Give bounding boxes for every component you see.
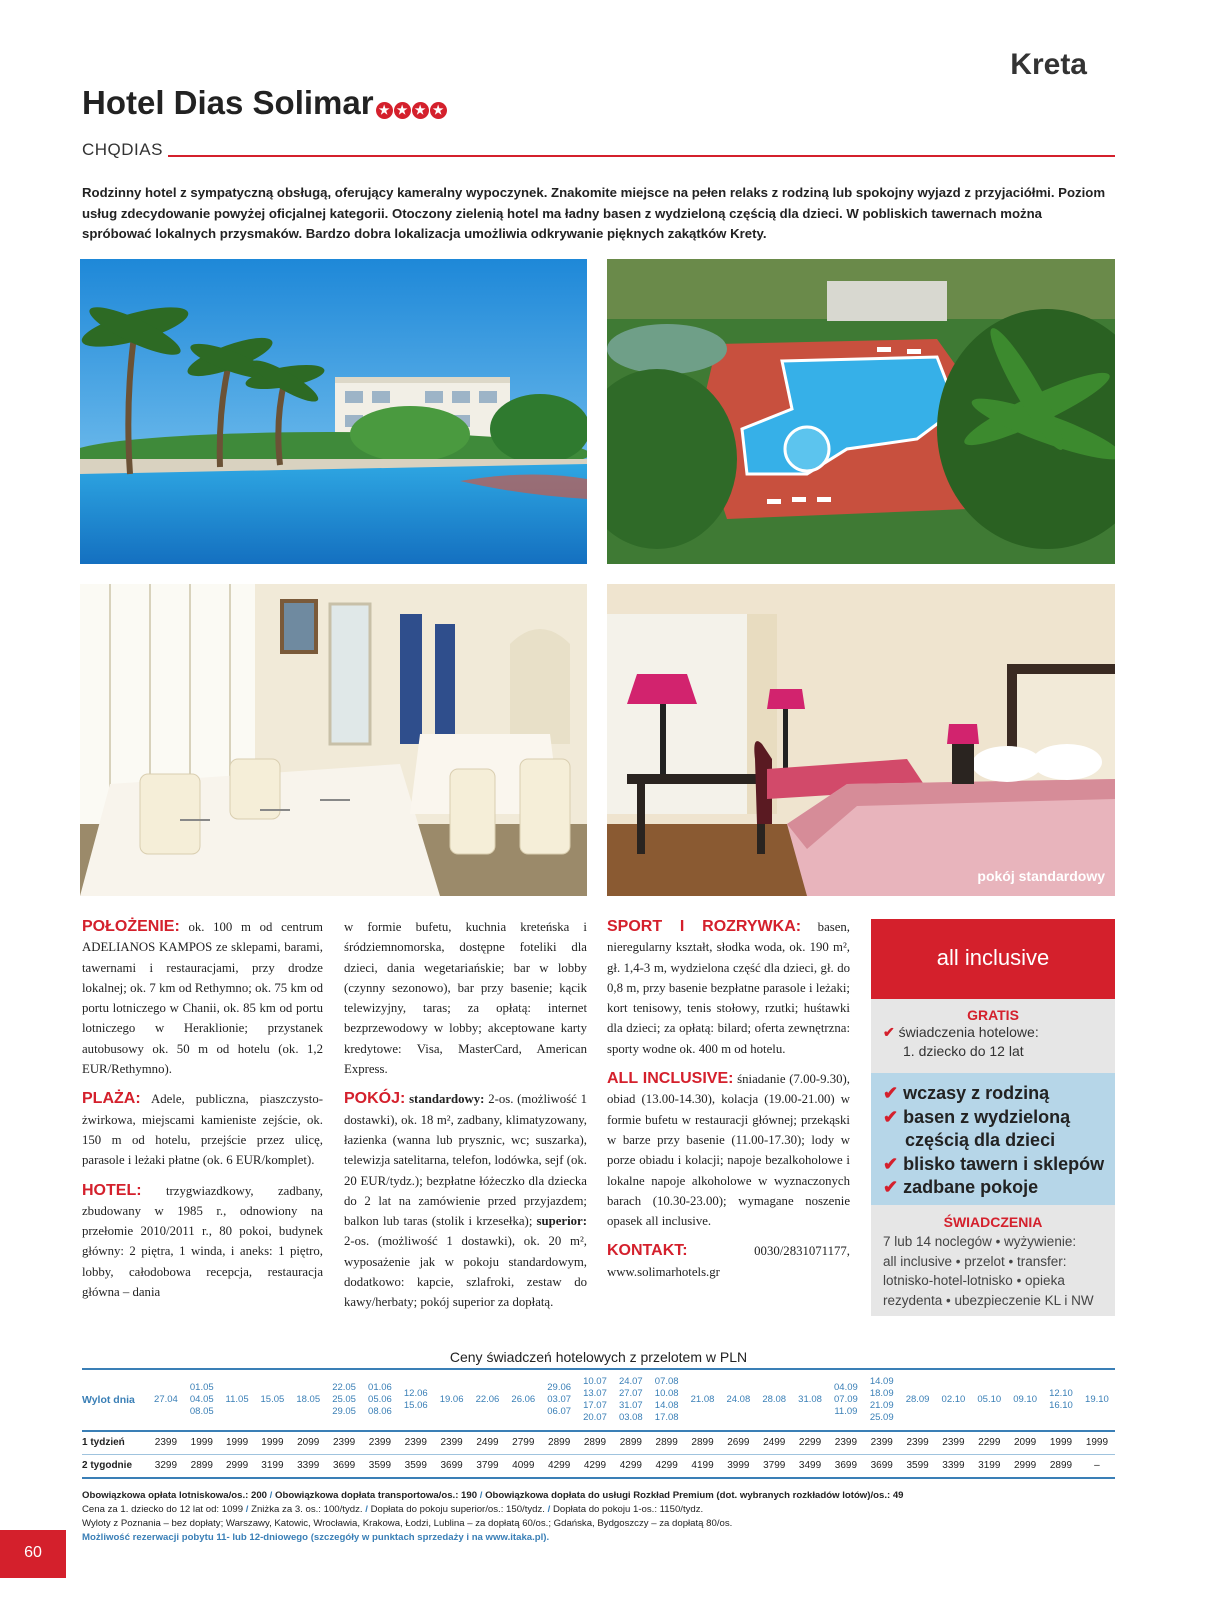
price-2-weeks: 3399 bbox=[936, 1455, 972, 1479]
note-superior-supplement: Dopłata do pokoju superior/os.: 150/tydz. bbox=[370, 1504, 545, 1515]
price-1-week: 2399 bbox=[900, 1431, 936, 1455]
departure-date: 18.05 bbox=[296, 1394, 321, 1405]
price-notes: Obowiązkowa opłata lotniskowa/os.: 200 / Obowiązkowa dopłata transportowa/os.: 190 / Obowiązkowa dopłata do usługi Rozkład Premium (dot. wybranych rozkładów lotów)/os.: 49 Cena za 1. dziecko do 12 lat od: 1099 / Zniżka za 3. os.: 100/tydz. / Dopłata do pokoju superior/os.: 150/tydz. / Dopłata do pokoju 1-os.: 1150/tydz. Wyloty z Poznania – bez dopłaty; Warszawy, Katowic, Wrocławia, Krakowa, Łodzi, Lublina – za dopłatą 60/os.; Gdańska, Bydgoszczy – za dopłatą 80/os. Możliwość rezerwacji pobytu 11- lub 12-dniowego (szczegóły w punktach sprzedaży i na www.itaka.pl). bbox=[82, 1489, 1115, 1545]
departure-date: 03.08 bbox=[618, 1412, 643, 1423]
departure-dates-cell bbox=[1007, 1369, 1043, 1431]
swiadczenia-line: lotnisko-hotel-lotnisko • opieka bbox=[883, 1273, 1065, 1288]
price-2-weeks: 4299 bbox=[613, 1455, 649, 1479]
departure-date: 15.06 bbox=[403, 1400, 428, 1411]
departure-date: 22.05 bbox=[332, 1382, 356, 1393]
departure-dates-cell bbox=[148, 1369, 184, 1431]
note-airport-fee: Obowiązkowa opłata lotniskowa/os.: 200 bbox=[82, 1490, 267, 1501]
departure-date: 11.05 bbox=[225, 1394, 249, 1405]
departure-date: 04.09 bbox=[834, 1382, 858, 1393]
note-departures: Wyloty z Poznania – bez dopłaty; Warszawy, Katowic, Wrocławia, Krakowa, Łodzi, Lublina – za dopłatą 60/os.; Gdańska, Bydgoszczy – za dopłatą 80/os. bbox=[82, 1518, 733, 1529]
departure-date: 31.08 bbox=[798, 1394, 822, 1405]
price-1-week: 2399 bbox=[148, 1431, 184, 1455]
hotel-title bbox=[82, 84, 448, 122]
price-2-weeks: 3999 bbox=[720, 1455, 756, 1479]
departure-date: 05.10 bbox=[977, 1394, 1002, 1405]
check-icon: ✔ bbox=[883, 1177, 899, 1197]
section-heading-pokoj: POKÓJ: bbox=[344, 1090, 406, 1108]
departure-date: 31.07 bbox=[618, 1400, 643, 1411]
departure-dates-cell bbox=[971, 1369, 1007, 1431]
departure-date: 11.09 bbox=[834, 1406, 858, 1417]
section-heading-sport: SPORT I ROZRYWKA: bbox=[607, 918, 802, 935]
departure-date: 05.06 bbox=[368, 1394, 392, 1405]
gratis-box bbox=[871, 999, 1115, 1073]
price-1-week: 2399 bbox=[936, 1431, 972, 1455]
star-icon: ★ bbox=[430, 102, 447, 119]
section-text-sport: basen, nieregularny kształt, słodka woda, ok. 190 m², gł. 1,4-3 m, wydzielona część dla dzieci, gł. do 0,8 m, przy basenie bezpłatne parasole i leżaki; kort tenisowy, tenis stołowy, rzutki; huśtawki dla dzieci; za opłatą: bilard; oferta zewnętrzna: sporty wodne ok. 400 m od hotelu. bbox=[607, 920, 851, 1056]
photo-caption: pokój standardowy bbox=[977, 868, 1105, 884]
departure-dates-cell bbox=[1079, 1369, 1115, 1431]
price-1-week: 2899 bbox=[577, 1431, 613, 1455]
departure-date: 07.08 bbox=[654, 1376, 679, 1387]
note-transport-fee: Obowiązkowa dopłata transportowa/os.: 190 bbox=[275, 1490, 478, 1501]
price-1-week: 2099 bbox=[290, 1431, 326, 1455]
price-2-weeks: 3699 bbox=[864, 1455, 900, 1479]
row-label-departure: Wylot dnia bbox=[82, 1369, 148, 1431]
price-2-weeks: 2899 bbox=[1043, 1455, 1079, 1479]
feature-item: zadbane pokoje bbox=[903, 1177, 1039, 1197]
departure-dates-cell bbox=[254, 1369, 290, 1431]
star-icon: ★ bbox=[376, 102, 393, 119]
departure-date: 27.04 bbox=[154, 1394, 178, 1405]
check-icon: ✔ bbox=[883, 1106, 899, 1127]
departure-date: 20.07 bbox=[583, 1412, 607, 1423]
price-2-weeks: 3599 bbox=[900, 1455, 936, 1479]
price-1-week: 2899 bbox=[685, 1431, 721, 1455]
intro-text: Rodzinny hotel z sympatyczną obsługą, oferujący kameralny wypoczynek. Znakomite miejsce na pełen relaks z rodziną lub spokojny wyjazd z przyjaciółmi. Poziom usług zdecydowanie powyżej oficjalnej kategorii. Otoczony zielenią hotel ma ładny basen z wydzieloną częścią dla dzieci. W pobliskich tawernach można spróbować lokalnych przysmaków. Bardzo dobra lokalizacja umożliwia odkrywanie pięknych zakątków Krety. bbox=[82, 185, 1106, 241]
departure-dates-cell bbox=[326, 1369, 362, 1431]
departure-dates-cell bbox=[220, 1369, 255, 1431]
departure-date: 28.08 bbox=[762, 1394, 787, 1405]
photo-pool-palms bbox=[80, 259, 587, 564]
check-icon: ✔ bbox=[883, 1153, 899, 1174]
price-1-week: 2899 bbox=[649, 1431, 685, 1455]
price-1-week: 2699 bbox=[720, 1431, 756, 1455]
title-divider bbox=[168, 155, 1115, 157]
swiadczenia-line: all inclusive • przelot • transfer: bbox=[883, 1253, 1067, 1269]
text-column-2 bbox=[344, 917, 587, 1323]
region-label: Kreta bbox=[1010, 48, 1087, 81]
departure-date: 08.06 bbox=[368, 1406, 392, 1417]
note-reservation-link[interactable]: Możliwość rezerwacji pobytu 11- lub 12-dniowego (szczegóły w punktach sprzedaży i na www.itaka.pl). bbox=[82, 1532, 550, 1543]
text-column-3 bbox=[607, 917, 850, 1292]
departure-date: 22.06 bbox=[475, 1394, 500, 1405]
hotel-name: Hotel Dias Solimar bbox=[82, 84, 374, 121]
price-1-week: 1999 bbox=[184, 1431, 220, 1455]
price-2-weeks: 4299 bbox=[541, 1455, 577, 1479]
price-1-week: 2399 bbox=[828, 1431, 864, 1455]
swiadczenia-box bbox=[871, 1205, 1115, 1316]
all-inclusive-title: all inclusive bbox=[936, 945, 1050, 970]
departure-date: 15.05 bbox=[260, 1394, 285, 1405]
photo-standard-room bbox=[607, 584, 1115, 896]
features-box bbox=[871, 1073, 1115, 1205]
departure-date: 21.08 bbox=[690, 1394, 715, 1405]
price-2-weeks: 4199 bbox=[685, 1455, 721, 1479]
page-number: 60 bbox=[24, 1544, 42, 1561]
departure-dates-cell bbox=[1043, 1369, 1079, 1431]
departure-date: 08.05 bbox=[189, 1406, 214, 1417]
price-2-weeks: 2999 bbox=[1007, 1455, 1043, 1479]
note-child-price: Cena za 1. dziecko do 12 lat od: 1099 bbox=[82, 1504, 244, 1515]
price-1-week: 2899 bbox=[541, 1431, 577, 1455]
price-2-weeks: 3699 bbox=[326, 1455, 362, 1479]
price-1-week: 2399 bbox=[434, 1431, 470, 1455]
page-number-box bbox=[0, 1530, 66, 1578]
departure-date: 29.05 bbox=[332, 1406, 356, 1417]
departure-date: 14.08 bbox=[654, 1400, 679, 1411]
departure-date: 07.09 bbox=[834, 1394, 858, 1405]
star-icon: ★ bbox=[412, 102, 429, 119]
photo-aerial-pool bbox=[607, 259, 1115, 564]
star-rating bbox=[376, 84, 448, 122]
price-1-week: 2399 bbox=[864, 1431, 900, 1455]
departure-dates-cell bbox=[792, 1369, 828, 1431]
departure-dates-cell bbox=[900, 1369, 936, 1431]
swiadczenia-line: 7 lub 14 noclegów • wyżywienie: bbox=[883, 1234, 1077, 1249]
departure-dates-cell bbox=[828, 1369, 864, 1431]
departure-dates-cell bbox=[720, 1369, 756, 1431]
note-premium-fee: Obowiązkowa dopłata do usługi Rozkład Premium (dot. wybranych rozkładów lotów)/os.: 49 bbox=[485, 1490, 904, 1501]
departure-dates-cell bbox=[577, 1369, 613, 1431]
price-1-week: 1999 bbox=[220, 1431, 255, 1455]
text-column-1 bbox=[82, 917, 323, 1312]
feature-item: blisko tawern i sklepów bbox=[903, 1153, 1105, 1174]
departure-date: 18.09 bbox=[869, 1388, 894, 1399]
departure-dates-cell bbox=[936, 1369, 972, 1431]
departure-date: 24.08 bbox=[726, 1394, 751, 1405]
price-2-weeks: 2999 bbox=[220, 1455, 255, 1479]
price-1-week: 2399 bbox=[326, 1431, 362, 1455]
price-2-weeks: 3399 bbox=[290, 1455, 326, 1479]
departure-dates-cell bbox=[434, 1369, 470, 1431]
price-1-week: 1999 bbox=[1079, 1431, 1115, 1455]
departure-date: 12.10 bbox=[1049, 1388, 1073, 1399]
departure-date: 01.06 bbox=[368, 1382, 392, 1393]
departure-date: 19.10 bbox=[1085, 1394, 1109, 1405]
departure-date: 17.07 bbox=[583, 1400, 607, 1411]
price-1-week: 1999 bbox=[254, 1431, 290, 1455]
price-2-weeks: 3699 bbox=[434, 1455, 470, 1479]
section-text-polozenie: ok. 100 m od centrum ADELIANOS KAMPOS ze sklepami, barami, tawernami i restauracjami, przy drodze lokalnej; ok. 7 km od Rethymno; ok. 75 km od portu lotniczego w Chanii, ok. 85 km od portu lotniczego w Heraklionie; przystanek autobusowy ok. 50 m od hotelu (ok. 1,2 EUR/Rethymno). bbox=[82, 920, 323, 1077]
note-third-person: Zniżka za 3. os.: 100/tydz. bbox=[251, 1504, 363, 1515]
departure-date: 27.07 bbox=[618, 1388, 643, 1399]
swiadczenia-line: rezydenta • ubezpieczenie KL i NW bbox=[883, 1292, 1094, 1308]
departure-date: 10.07 bbox=[583, 1376, 607, 1387]
departure-date: 04.05 bbox=[189, 1394, 214, 1405]
departure-dates-cell bbox=[184, 1369, 220, 1431]
price-1-week: 1999 bbox=[1043, 1431, 1079, 1455]
price-1-week: 2299 bbox=[971, 1431, 1007, 1455]
room-standard-label: standardowy: bbox=[409, 1092, 485, 1107]
departure-dates-cell bbox=[290, 1369, 326, 1431]
departure-dates-cell bbox=[756, 1369, 792, 1431]
departure-date: 02.10 bbox=[941, 1394, 966, 1405]
section-heading-polozenie: POŁOŻENIE: bbox=[82, 918, 180, 935]
departure-date: 29.06 bbox=[547, 1382, 572, 1393]
departure-dates-cell bbox=[864, 1369, 900, 1431]
price-1-week: 2399 bbox=[398, 1431, 434, 1455]
section-text-all-inclusive: śniadanie (7.00-9.30), obiad (13.00-14.30), kolacja (19.00-21.00) w formie bufetu w restauracji głównej; przekąski w barze przy basenie (11.00-17.30); lody w porze obiadu i kolacji; napoje bezalkoholowe i lokalne napoje alkoholowe w wyznaczonych barach (10.30-23.00); wymagane noszenie opasek all inclusive. bbox=[607, 1072, 850, 1229]
price-2-weeks: 3199 bbox=[254, 1455, 290, 1479]
photo-restaurant bbox=[80, 584, 587, 896]
price-1-week: 2299 bbox=[792, 1431, 828, 1455]
check-icon: ✔ bbox=[883, 1083, 899, 1103]
feature-item: basen z wydzieloną bbox=[903, 1106, 1071, 1127]
departure-dates-cell bbox=[685, 1369, 721, 1431]
section-text-pokoj-superior: 2-os. (możliwość 1 dostawki), ok. 20 m², wyposażenie jak w pokoju standardowym, dodatkowo: kapcie, szlafroki, zestaw do kawy/herbaty; pokój superior za dopłatą. bbox=[344, 1234, 587, 1310]
section-text-plaza: Adele, publiczna, piaszczysto-żwirkowa, miejscami kamieniste zejście, ok. 150 m od hotelu, przejście przez ulicę, parasole i leżaki płatne (ok. 6 EUR/komplet). bbox=[82, 1092, 323, 1168]
price-2-weeks: 3199 bbox=[971, 1455, 1007, 1479]
check-icon: ✔ bbox=[883, 1024, 895, 1040]
departure-dates-cell bbox=[505, 1369, 541, 1431]
section-text-pokoj: 2-os. (możliwość 1 dostawki), ok. 18 m², zadbany, klimatyzowany, łazienka (wanna lub prysznic, wc; suszarka), telewizja satelitarna, telefon, lodówka, sejf (ok. 20 EUR/tydz.); bezpłatne łóżeczko dla dziecka do 2 lat na zamówienie przed przyjazdem; balkon lub taras (stolik i krzesełka); bbox=[344, 1092, 587, 1229]
price-2-weeks: 4099 bbox=[505, 1455, 541, 1479]
departure-date: 25.09 bbox=[869, 1412, 894, 1423]
departure-date: 06.07 bbox=[547, 1406, 572, 1417]
price-1-week: 2499 bbox=[756, 1431, 792, 1455]
hotel-code: CHQDIAS bbox=[82, 140, 163, 159]
price-2-weeks: 3599 bbox=[398, 1455, 434, 1479]
row-label-1-week: 1 tydzień bbox=[82, 1431, 148, 1455]
departure-dates-cell bbox=[541, 1369, 577, 1431]
departure-dates-cell bbox=[398, 1369, 434, 1431]
departure-date: 25.05 bbox=[332, 1394, 356, 1405]
departure-date: 16.10 bbox=[1049, 1400, 1073, 1411]
star-icon: ★ bbox=[394, 102, 411, 119]
departure-date: 26.06 bbox=[511, 1394, 536, 1405]
feature-item: wczasy z rodziną bbox=[903, 1083, 1050, 1103]
price-1-week: 2399 bbox=[362, 1431, 398, 1455]
departure-date: 12.06 bbox=[403, 1388, 428, 1399]
feature-item-cont: częścią dla dzieci bbox=[905, 1130, 1056, 1150]
price-2-weeks: 3699 bbox=[828, 1455, 864, 1479]
price-1-week: 2799 bbox=[505, 1431, 541, 1455]
price-1-week: 2899 bbox=[613, 1431, 649, 1455]
departure-date: 19.06 bbox=[439, 1394, 464, 1405]
note-single-supplement: Dopłata do pokoju 1-os.: 1150/tydz. bbox=[552, 1504, 704, 1515]
departure-date: 28.09 bbox=[905, 1394, 930, 1405]
departure-date: 24.07 bbox=[618, 1376, 643, 1387]
all-inclusive-banner bbox=[871, 919, 1115, 999]
price-table bbox=[82, 1368, 1115, 1479]
swiadczenia-heading: ŚWIADCZENIA bbox=[943, 1214, 1043, 1230]
departure-date: 13.07 bbox=[583, 1388, 607, 1399]
departure-dates-cell bbox=[470, 1369, 506, 1431]
price-2-weeks: 3799 bbox=[756, 1455, 792, 1479]
price-2-weeks: 4299 bbox=[577, 1455, 613, 1479]
price-1-week: 2099 bbox=[1007, 1431, 1043, 1455]
price-table-title: Ceny świadczeń hotelowych z przelotem w PLN bbox=[449, 1349, 748, 1365]
gratis-line-1: świadczenia hotelowe: bbox=[898, 1024, 1039, 1040]
departure-dates-cell bbox=[362, 1369, 398, 1431]
departure-date: 17.08 bbox=[654, 1412, 679, 1423]
row-label-2-weeks: 2 tygodnie bbox=[82, 1455, 148, 1479]
price-2-weeks: – bbox=[1079, 1455, 1115, 1479]
price-2-weeks: 3599 bbox=[362, 1455, 398, 1479]
gratis-heading: GRATIS bbox=[967, 1007, 1019, 1023]
price-2-weeks: 2899 bbox=[184, 1455, 220, 1479]
price-1-week: 2499 bbox=[470, 1431, 506, 1455]
section-heading-plaza: PLAŻA: bbox=[82, 1090, 141, 1108]
room-superior-label: superior: bbox=[536, 1214, 587, 1229]
price-2-weeks: 3299 bbox=[148, 1455, 184, 1479]
gratis-line-2: 1. dziecko do 12 lat bbox=[903, 1043, 1024, 1059]
section-text-kontakt: 0030/2831071177, www.solimarhotels.gr bbox=[607, 1244, 850, 1279]
section-heading-kontakt: KONTAKT: bbox=[607, 1242, 688, 1260]
departure-date: 01.05 bbox=[189, 1382, 214, 1393]
departure-date: 10.08 bbox=[654, 1388, 679, 1399]
section-heading-hotel: HOTEL: bbox=[82, 1181, 142, 1199]
departure-dates-cell bbox=[613, 1369, 649, 1431]
departure-date: 14.09 bbox=[869, 1376, 894, 1387]
section-text-hotel: trzygwiazdkowy, zadbany, zbudowany w 1985 r., odnowiony na przełomie 2010/2011 r., 80 pokoi, budynek główny: 2 piętra, 1 winda, i aneks: 1 piętro, lobby, całodobowa recepcja, restauracja główna – dania bbox=[82, 1183, 324, 1300]
price-2-weeks: 4299 bbox=[649, 1455, 685, 1479]
price-2-weeks: 3499 bbox=[792, 1455, 828, 1479]
section-heading-all-inclusive: ALL INCLUSIVE: bbox=[607, 1070, 734, 1088]
departure-date: 03.07 bbox=[547, 1394, 572, 1405]
departure-dates-cell bbox=[649, 1369, 685, 1431]
section-text-hotel-cont: w formie bufetu, kuchnia kreteńska i śródziemnomorska, dostępne foteliki dla dzieci, dania wegetariańskie; bar w lobby (czynny sezonowo), bar przy basenie; kącik telewizyjny, taras; za opłatą: internet bezprzewodowy w lobby; akceptowane karty kredytowe: Visa, MasterCard, American Express. bbox=[344, 920, 587, 1077]
departure-date: 21.09 bbox=[869, 1400, 894, 1411]
price-2-weeks: 3799 bbox=[470, 1455, 506, 1479]
departure-date: 09.10 bbox=[1013, 1394, 1037, 1405]
